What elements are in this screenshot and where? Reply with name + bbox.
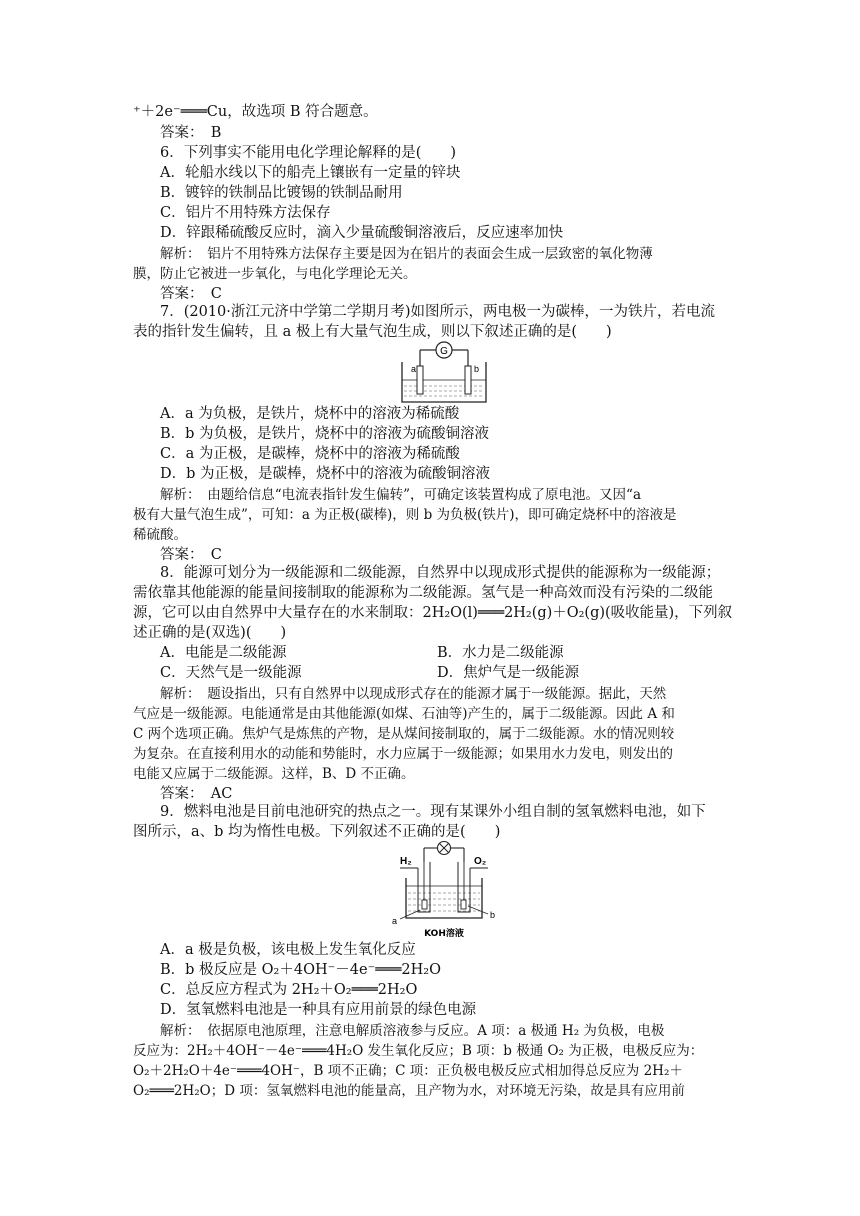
analysis-line: 膜，防止它被进一步氧化，与电化学理论无关。 bbox=[133, 266, 417, 282]
svg-text:G: G bbox=[440, 346, 448, 357]
option-d: D．b 为正极，是碳棒，烧杯中的溶液为硫酸铜溶液 bbox=[160, 466, 491, 482]
option-b: B．b 极反应是 O₂＋4OH⁻－4e⁻═══2H₂O bbox=[160, 962, 441, 978]
question-9: 9．燃料电池是目前电池研究的热点之一。现有某课外小组自制的氢氧燃料电池，如下 bbox=[160, 804, 706, 820]
svg-text:KOH溶液: KOH溶液 bbox=[424, 929, 464, 939]
option-c: C．总反应方程式为 2H₂＋O₂═══2H₂O bbox=[160, 982, 418, 998]
analysis-line: 反应为：2H₂＋4OH⁻－4e⁻═══4H₂O 发生氧化反应；B 项：b 极通 O₂ 为正极，电极反应为： bbox=[133, 1043, 704, 1059]
question-8-cont: 需依靠其他能源的能量间接制取的能源称为二级能源。氢气是一种高效而没有污染的二级能 bbox=[133, 585, 713, 601]
question-7-cont: 表的指针发生偏转，且 a 极上有大量气泡生成，则以下叙述正确的是( ) bbox=[133, 324, 612, 340]
analysis-line: 稀硫酸。 bbox=[133, 527, 187, 543]
svg-text:H₂: H₂ bbox=[400, 856, 412, 867]
question-7: 7．(2010·浙江元济中学第二学期月考)如图所示，两电极一为碳棒，一为铁片，若电流 bbox=[160, 304, 716, 320]
galvanic-cell-figure bbox=[398, 340, 490, 406]
analysis-line: 气应是一级能源。电能通常是由其他能源(如煤、石油等)产生的，属于二级能源。因此 A 和 bbox=[133, 706, 675, 722]
question-8: 8．能源可划分为一级能源和二级能源，自然界中以现成形式提供的能源称为一级能源； bbox=[160, 565, 721, 581]
svg-text:b: b bbox=[474, 364, 480, 374]
analysis-line: 极有大量气泡生成”，可知：a 为正极(碳棒)，则 b 为负极(铁片)，即可确定烧杯中的溶液是 bbox=[133, 507, 677, 523]
option-d: D．焦炉气是一级能源 bbox=[437, 665, 580, 681]
question-6: 6．下列事实不能用电化学理论解释的是( ) bbox=[160, 145, 457, 161]
option-a: A．a 极是负极，该电极上发生氧化反应 bbox=[160, 942, 416, 958]
analysis-line: O₂＋2H₂O＋4e⁻═══4OH⁻，B 项不正确；C 项：正负极电极反应式相加得总反应为 2H₂＋ bbox=[133, 1063, 683, 1079]
analysis-line: 为复杂。在直接利用水的动能和势能时，水力应属于一级能源；如果用水力发电，则发出的 bbox=[133, 746, 673, 762]
analysis-line: 解析： 依据原电池原理，注意电解质溶液参与反应。A 项：a 极通 H₂ 为负极，电极 bbox=[160, 1023, 665, 1039]
option-c: C．铝片不用特殊方法保存 bbox=[160, 205, 331, 221]
option-d: D．氢氧燃料电池是一种具有应用前景的绿色电源 bbox=[160, 1002, 477, 1018]
option-d: D．锌跟稀硫酸反应时，滴入少量硫酸铜溶液后，反应速率加快 bbox=[160, 225, 564, 241]
option-a: A．电能是二级能源 bbox=[160, 645, 287, 661]
analysis-line: O₂═══2H₂O；D 项：氢氧燃料电池的能量高，且产物为水，对环境无污染，故是具有应用前 bbox=[133, 1083, 685, 1099]
answer-line: 答案： C bbox=[160, 547, 222, 563]
option-b: B．水力是二级能源 bbox=[437, 645, 564, 661]
option-c: C．天然气是一级能源 bbox=[160, 665, 302, 681]
svg-text:a: a bbox=[411, 364, 417, 374]
option-a: A．轮船水线以下的船壳上镶嵌有一定量的锌块 bbox=[160, 165, 461, 181]
answer-line: 答案： C bbox=[160, 286, 222, 302]
analysis-line: C 两个选项正确。焦炉气是炼焦的产物，是从煤间接制取的，属于二级能源。水的情况则较 bbox=[133, 726, 675, 742]
question-8-cont: 述正确的是(双选)( ) bbox=[133, 625, 287, 641]
question-8-cont: 源，它可以由自然界中大量存在的水来制取：2H₂O(l)═══2H₂(g)＋O₂(g)(吸收能量)，下列叙 bbox=[133, 605, 733, 621]
text-line: ⁺＋2e⁻═══Cu，故选项 B 符合题意。 bbox=[133, 104, 378, 120]
svg-text:b: b bbox=[490, 910, 496, 920]
svg-text:O₂: O₂ bbox=[474, 856, 487, 867]
answer-line: 答案： AC bbox=[160, 786, 233, 802]
option-c: C．a 为正极，是碳棒，烧杯中的溶液为稀硫酸 bbox=[160, 446, 460, 462]
svg-text:a: a bbox=[392, 916, 398, 926]
answer-line: 答案： B bbox=[160, 125, 222, 141]
analysis-line: 电能又应属于二级能源。这样，B、D 不正确。 bbox=[133, 766, 415, 782]
question-9-cont: 图所示，a、b 均为惰性电极。下列叙述不正确的是( ) bbox=[133, 824, 501, 840]
option-a: A．a 为负极，是铁片，烧杯中的溶液为稀硫酸 bbox=[160, 406, 460, 422]
analysis-line: 解析： 由题给信息“电流表指针发生偏转”，可确定该装置构成了原电池。又因“a bbox=[160, 487, 642, 503]
analysis-line: 解析： 题设指出，只有自然界中以现成形式存在的能源才属于一级能源。据此，天然 bbox=[160, 686, 667, 702]
fuel-cell-figure bbox=[386, 838, 502, 942]
option-b: B．b 为负极，是铁片，烧杯中的溶液为硫酸铜溶液 bbox=[160, 426, 490, 442]
analysis-line: 解析： 铝片不用特殊方法保存主要是因为在铝片的表面会生成一层致密的氧化物薄 bbox=[160, 246, 653, 262]
option-b: B．镀锌的铁制品比镀锡的铁制品耐用 bbox=[160, 185, 403, 201]
